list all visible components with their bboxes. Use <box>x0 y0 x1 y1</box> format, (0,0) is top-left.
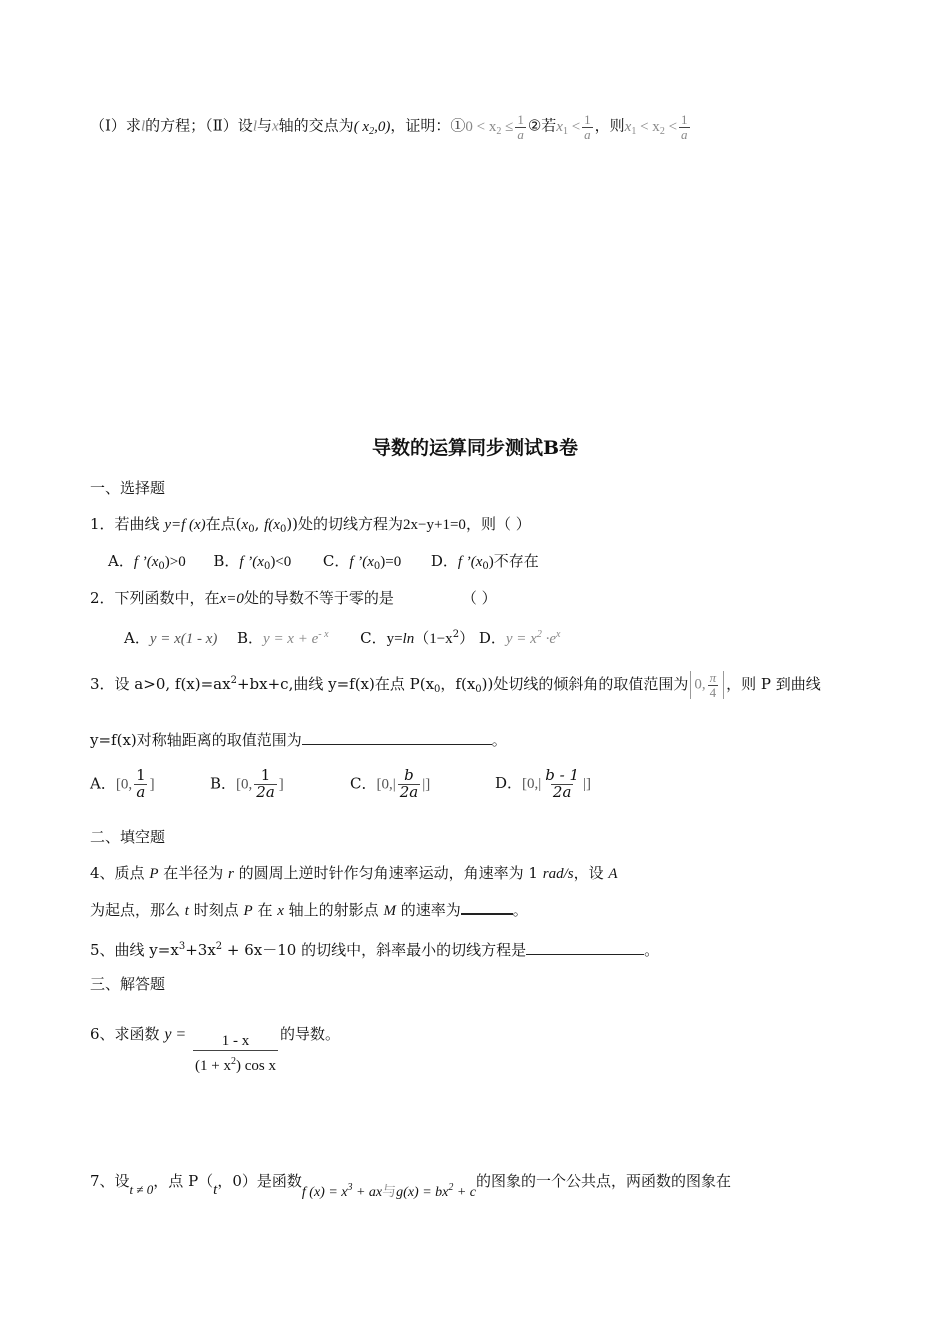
option-d-expr: $y = x^2 \cdot e^x$ <box>505 629 561 647</box>
inequality-1: $0 < x_2$ ≤ $\frac{1}{a}$ <box>465 112 524 142</box>
inequality-3: $x_1 < x_2$ < $\frac{1}{a}$ <box>624 112 688 142</box>
option-a: A．[0, $\frac{1}{a}$ ] <box>90 766 155 801</box>
question-3-line-2: y=f(x)对称轴距离的取值范围为 。 <box>90 731 507 749</box>
option-b: B．f $’(x_0)<0$ <box>213 552 292 572</box>
text: ，证明：① <box>390 116 466 135</box>
section-heading: 一、选择题 <box>90 479 166 497</box>
option-d: D．f $’(x_0)$不存在 <box>430 552 539 572</box>
question-7: 7、设t ≠ 0，点 P（t，0）是函数f $(x) = x^3$ + ax与$g(x) = bx^2 + c$的图象的一个公共点，两函数的图象在 <box>90 1172 732 1200</box>
option-a: A．f $’(x_0)>0$ <box>108 552 186 572</box>
text: （Ⅰ）求 <box>90 116 141 135</box>
option-b-expr: $y = x + e^{- x}$ <box>263 629 329 647</box>
angle-range: 0, $\frac{\pi}{4}$ <box>690 671 724 699</box>
text: 与 <box>256 116 272 135</box>
text: ，则 <box>594 116 625 135</box>
function-fraction: $\frac{1 - x}{(1 + x^2) \cos x}$ <box>195 1033 276 1074</box>
question-6: 6、求函数 y = $\frac{1 - x}{(1 + x^2) \cos x}$ 的导数。 <box>90 1025 340 1074</box>
text: ②若 <box>527 116 557 135</box>
option-d: D．[0,| $\frac{b - 1}{2a}$ |] <box>495 766 592 801</box>
answer-blank[interactable] <box>461 913 513 915</box>
question-4-line-1: 4、质点 P 在半径为 r 的圆周上逆时针作匀角速率运动，角速率为 1 rad/s，设 A <box>90 864 618 882</box>
option-c: C．[0,| $\frac{b}{2a}$ |] <box>350 766 431 801</box>
question-1-options <box>108 551 539 577</box>
section-heading: 二、填空题 <box>90 828 166 846</box>
math-x: x <box>272 118 279 135</box>
question-3-line-1: 3．设 a>0, $f(x)=ax^2+bx+c$,曲线 y=f(x)在点 $P(x_0$，$f(x_0)$)处切线的倾斜角的取值范围为 0, $\frac{\pi}{4}$ ，则 P 到曲线 <box>90 670 821 700</box>
section-heading: 三、解答题 <box>90 975 166 993</box>
question-1: 1．若曲线 y=f (x)在点($x_0$, $f(x_0)$)处的切线方程为2x−y+1=0，则（ ） <box>90 515 531 535</box>
text: 的方程；（Ⅱ）设 <box>145 116 253 135</box>
answer-blank[interactable] <box>526 954 644 955</box>
answer-blank[interactable] <box>302 744 492 745</box>
math-l: l <box>140 118 146 135</box>
page-title: 导数的运算同步测试B卷 <box>371 437 579 459</box>
text: 轴的交点为 <box>278 116 354 135</box>
inequality-2: $x_1$ < $\frac{1}{a}$ <box>556 112 591 142</box>
intersection-point: ( $x_2,0$) <box>353 118 391 137</box>
question-5: 5、曲线 $y=x^3+3x^2 + 6x-10$ 的切线中，斜率最小的切线方程是 。 <box>90 941 660 959</box>
question-3-options <box>90 768 591 801</box>
top-line <box>90 113 692 142</box>
option-c: C．f $’(x_0)=0$ <box>322 552 402 572</box>
question-2-options: A．y = x(1 - x) B．$y = x + e^{- x}$ C．$y=\ln(1-x^2)$ D．$y = x^2 \cdot e^x$ <box>124 629 561 647</box>
math-l: l <box>252 118 257 135</box>
option-b: B．[0, $\frac{1}{2a}$ ] <box>210 766 284 801</box>
question-2: 2．下列函数中，在x=0处的导数不等于零的是 （ ） <box>90 589 497 607</box>
question-4-line-2: 为起点，那么 t 时刻点 P 在 x 轴上的射影点 M 的速率为 。 <box>90 901 528 919</box>
function-expressions: f $(x) = x^3$ + ax与$g(x) = bx^2 + c$ <box>301 1182 477 1200</box>
